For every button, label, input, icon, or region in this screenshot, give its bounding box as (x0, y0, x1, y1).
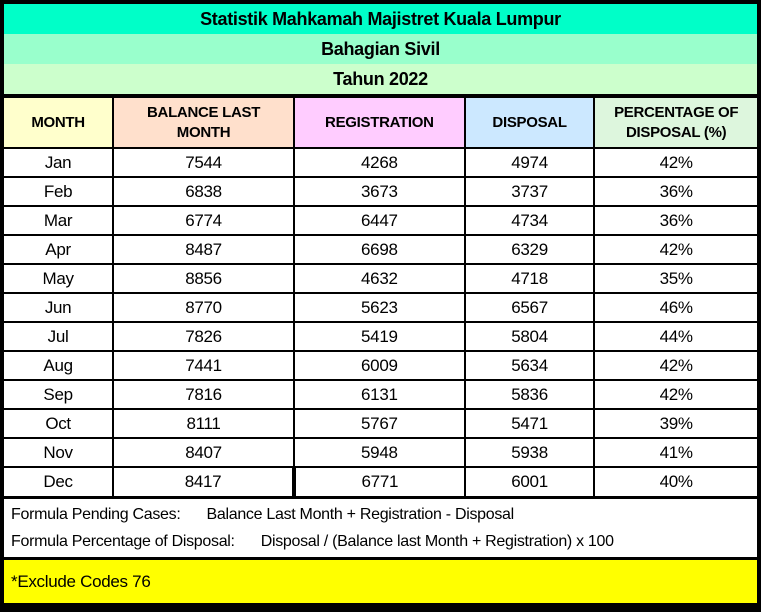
cell-balance_last_month[interactable]: 7826 (113, 322, 294, 351)
formula-pending-cases-text: Balance Last Month + Registration - Disposal (206, 505, 514, 523)
cell-registration[interactable]: 5419 (294, 322, 465, 351)
cell-disposal[interactable]: 3737 (465, 177, 595, 206)
cell-percentage_of_disposal[interactable]: 36% (594, 177, 757, 206)
table-row-jan (4, 148, 757, 177)
column-header-registration[interactable]: REGISTRATION (294, 98, 465, 148)
cell-balance_last_month[interactable]: 8111 (113, 409, 294, 438)
statistics-table (4, 98, 757, 496)
cell-balance_last_month[interactable]: 7441 (113, 351, 294, 380)
table-row-nov (4, 438, 757, 467)
cell-balance_last_month[interactable]: 7816 (113, 380, 294, 409)
cell-registration[interactable]: 3673 (294, 177, 465, 206)
cell-balance_last_month[interactable]: 7544 (113, 148, 294, 177)
cell-balance_last_month[interactable]: 6774 (113, 206, 294, 235)
cell-registration[interactable]: 6009 (294, 351, 465, 380)
cell-percentage_of_disposal[interactable]: 42% (594, 235, 757, 264)
column-header-percentage_of_disposal[interactable]: PERCENTAGE OF DISPOSAL (%) (594, 98, 757, 148)
cell-disposal[interactable]: 4718 (465, 264, 595, 293)
formula-notes (4, 496, 757, 557)
formula-percentage-label: Formula Percentage of Disposal: (11, 532, 235, 550)
cell-balance_last_month[interactable]: 6838 (113, 177, 294, 206)
cell-balance_last_month[interactable]: 8856 (113, 264, 294, 293)
table-row-mar (4, 206, 757, 235)
table-row-sep (4, 380, 757, 409)
cell-disposal[interactable]: 4974 (465, 148, 595, 177)
table-row-feb (4, 177, 757, 206)
formula-pending-cases-label: Formula Pending Cases: (11, 505, 181, 523)
table-body (4, 148, 757, 496)
cell-registration[interactable]: 6131 (294, 380, 465, 409)
table-row-may (4, 264, 757, 293)
cell-registration[interactable]: 4632 (294, 264, 465, 293)
cell-disposal[interactable]: 5836 (465, 380, 595, 409)
cell-registration[interactable]: 6447 (294, 206, 465, 235)
cell-disposal[interactable]: 5938 (465, 438, 595, 467)
cell-disposal[interactable]: 6329 (465, 235, 595, 264)
table-row-oct (4, 409, 757, 438)
table-row-apr (4, 235, 757, 264)
cell-percentage_of_disposal[interactable]: 42% (594, 148, 757, 177)
cell-month[interactable]: Nov (4, 438, 113, 467)
column-header-month[interactable]: MONTH (4, 98, 113, 148)
title-block (4, 4, 757, 98)
cell-percentage_of_disposal[interactable]: 42% (594, 380, 757, 409)
cell-percentage_of_disposal[interactable]: 35% (594, 264, 757, 293)
cell-month[interactable]: Feb (4, 177, 113, 206)
cell-month[interactable]: Oct (4, 409, 113, 438)
sheet-title[interactable]: Statistik Mahkamah Majistret Kuala Lumpur (4, 4, 757, 34)
cell-month[interactable]: Apr (4, 235, 113, 264)
cell-registration[interactable]: 6771 (294, 467, 465, 496)
cell-month[interactable]: May (4, 264, 113, 293)
cell-month[interactable]: Aug (4, 351, 113, 380)
cell-month[interactable]: Mar (4, 206, 113, 235)
sheet-subtitle-year[interactable]: Tahun 2022 (4, 64, 757, 94)
cell-balance_last_month[interactable]: 8417 (113, 467, 294, 496)
table-row-jun (4, 293, 757, 322)
formula-percentage-of-disposal[interactable] (4, 528, 757, 555)
cell-disposal[interactable]: 6567 (465, 293, 595, 322)
table-row-jul (4, 322, 757, 351)
cell-registration[interactable]: 5767 (294, 409, 465, 438)
cell-disposal[interactable]: 4734 (465, 206, 595, 235)
cell-month[interactable]: Sep (4, 380, 113, 409)
table-row-aug (4, 351, 757, 380)
header-row (4, 98, 757, 148)
formula-percentage-text: Disposal / (Balance last Month + Registration) x 100 (260, 532, 614, 550)
cell-percentage_of_disposal[interactable]: 40% (594, 467, 757, 496)
column-header-balance_last_month[interactable]: BALANCE LAST MONTH (113, 98, 294, 148)
cell-percentage_of_disposal[interactable]: 44% (594, 322, 757, 351)
sheet-subtitle-division[interactable]: Bahagian Sivil (4, 34, 757, 64)
cell-percentage_of_disposal[interactable]: 39% (594, 409, 757, 438)
column-header-disposal[interactable]: DISPOSAL (465, 98, 595, 148)
cell-month[interactable]: Jul (4, 322, 113, 351)
exclude-codes-note[interactable]: *Exclude Codes 76 (4, 557, 757, 603)
cell-percentage_of_disposal[interactable]: 36% (594, 206, 757, 235)
cell-registration[interactable]: 5948 (294, 438, 465, 467)
cell-balance_last_month[interactable]: 8407 (113, 438, 294, 467)
cell-month[interactable]: Jun (4, 293, 113, 322)
cell-month[interactable]: Jan (4, 148, 113, 177)
cell-disposal[interactable]: 5471 (465, 409, 595, 438)
table-row-dec (4, 467, 757, 496)
formula-pending-cases[interactable] (4, 501, 757, 528)
cell-balance_last_month[interactable]: 8770 (113, 293, 294, 322)
cell-month[interactable]: Dec (4, 467, 113, 496)
cell-disposal[interactable]: 5804 (465, 322, 595, 351)
cell-percentage_of_disposal[interactable]: 42% (594, 351, 757, 380)
cell-percentage_of_disposal[interactable]: 41% (594, 438, 757, 467)
cell-registration[interactable]: 4268 (294, 148, 465, 177)
cell-disposal[interactable]: 6001 (465, 467, 595, 496)
cell-registration[interactable]: 5623 (294, 293, 465, 322)
cell-registration[interactable]: 6698 (294, 235, 465, 264)
cell-percentage_of_disposal[interactable]: 46% (594, 293, 757, 322)
cell-balance_last_month[interactable]: 8487 (113, 235, 294, 264)
cell-disposal[interactable]: 5634 (465, 351, 595, 380)
